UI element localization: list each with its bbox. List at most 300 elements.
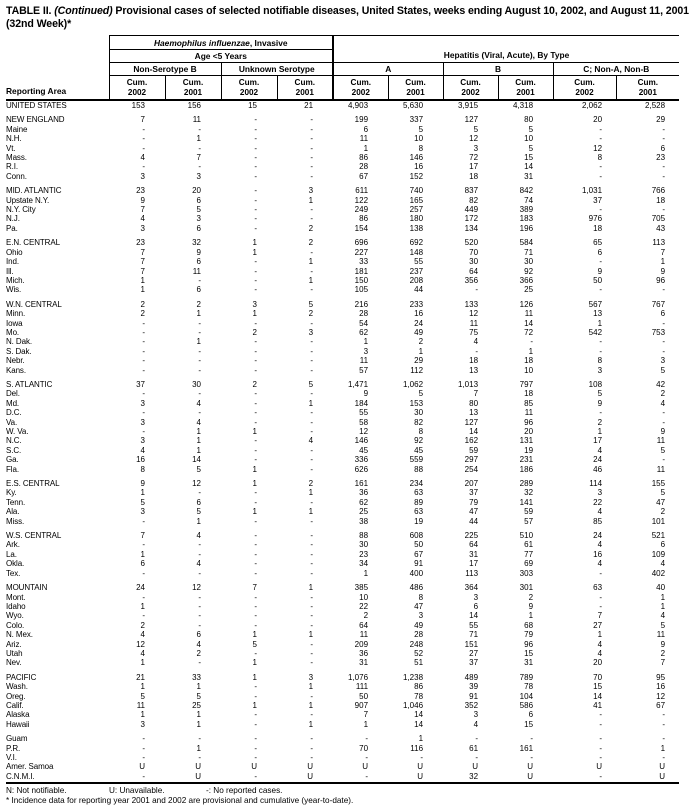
table-row [6,593,679,602]
value-cell: U [596,762,603,772]
reporting-area-cell: D.C. [6,408,22,418]
table-row [6,224,679,233]
value-cell: 95 [656,672,666,682]
value-cell: 7 [140,266,145,276]
value-cell: 3 [140,417,145,427]
table-row [6,418,679,427]
value-cell: 400 [409,568,424,578]
value-cell: 85 [524,398,534,408]
value-cell: 3 [418,611,424,621]
value-cell: 6 [597,247,603,257]
value-cell: 17 [469,559,479,569]
value-cell: 15 [524,648,534,658]
value-cell: 85 [593,516,603,526]
value-cell: 1 [252,700,257,710]
value-cell: 9 [660,266,666,276]
value-cell: - [254,531,257,541]
value-cell: 3 [196,171,201,181]
value-cell: 11 [656,464,666,474]
table-row [6,134,679,143]
value-cell: 5 [252,639,257,649]
value-cell: 3 [140,507,145,517]
col-header-cum-2001: Cum. 2001 [165,76,221,101]
reporting-area-cell: N. Mex. [6,630,33,640]
table-row [6,233,679,247]
value-cell: - [142,346,145,356]
value-cell: 2 [252,379,257,389]
value-cell: 4 [597,559,603,569]
value-cell: 96 [656,275,666,285]
value-cell: - [198,753,201,762]
value-cell: - [254,516,257,526]
value-cell: - [475,753,479,762]
footnote-legend [6,786,679,796]
value-cell: 4 [196,398,201,408]
value-cell: 11 [656,630,666,640]
value-cell: - [142,611,145,621]
table-row [6,649,679,658]
subgroup-hepatitis-a: A [333,63,443,76]
value-cell: - [198,408,201,418]
value-cell: 1 [308,682,314,692]
value-cell: 45 [359,445,369,455]
value-cell: 2 [140,620,145,630]
value-cell: - [310,134,314,144]
value-cell: - [310,601,314,611]
value-cell: 7 [363,710,369,720]
value-cell: 91 [414,559,424,569]
value-cell: - [254,488,257,498]
value-cell: 114 [589,479,603,489]
value-cell: 3 [363,346,369,356]
value-cell: 1 [252,479,257,489]
reporting-area-cell: UNITED STATES [6,101,67,110]
value-cell: - [310,346,314,356]
table-row [6,214,679,223]
value-cell: 72 [524,327,534,337]
value-cell: 1 [196,337,201,347]
value-cell: 9 [140,479,145,489]
value-cell: 101 [651,516,666,526]
value-cell: 24 [593,531,603,541]
value-cell: 5 [418,389,424,399]
value-cell: - [599,124,603,134]
value-cell: - [254,124,257,134]
value-cell: - [662,171,666,181]
table-row [6,517,679,526]
reporting-area-cell: N.H. [6,134,22,144]
value-cell: - [310,171,314,181]
value-cell: 3 [473,592,479,602]
reporting-area-cell: Ga. [6,455,19,465]
value-cell: 586 [519,700,534,710]
value-cell: U [388,772,443,783]
value-cell: 14 [593,691,603,701]
value-cell: 79 [524,630,534,640]
value-cell: - [254,691,257,701]
value-cell: 150 [354,275,369,285]
value-cell: 111 [355,682,369,692]
reporting-area-cell: Ark. [6,540,20,550]
value-cell: - [142,389,145,399]
value-cell: 2,062 [582,101,603,110]
value-cell: 4 [597,507,603,517]
value-cell: 3 [196,214,201,224]
value-cell: - [662,162,666,172]
value-cell: 753 [651,327,666,337]
value-cell: 1 [597,427,603,436]
table-row [6,710,679,719]
value-cell: - [198,162,201,172]
value-cell: 15 [524,719,534,729]
value-cell: - [254,134,257,144]
value-cell: - [254,337,257,347]
value-cell: 153 [409,398,424,408]
value-cell: 32 [524,488,534,498]
reporting-area-cell: N. Dak. [6,337,32,347]
value-cell: 6 [660,540,666,550]
value-cell: 1 [308,719,314,729]
table-row [6,172,679,181]
value-cell: - [662,134,666,144]
value-cell: 33 [359,257,369,267]
value-cell: 303 [519,568,534,578]
value-cell: 62 [359,497,369,507]
value-cell: 352 [464,700,479,710]
value-cell: 25 [524,285,534,295]
reporting-area-cell: Ohio [6,247,23,257]
value-cell: 3 [252,299,257,309]
value-cell: - [662,337,666,347]
table-row [6,366,679,375]
reporting-area-cell: E.N. CENTRAL [6,238,60,248]
table-row [6,196,679,205]
value-cell: 356 [464,275,479,285]
reporting-area-cell: Vt. [6,143,16,153]
value-cell: 10 [359,592,369,602]
value-cell: 14 [469,611,479,621]
value-cell: - [142,124,145,134]
value-cell: - [310,540,314,550]
value-cell: 4 [597,648,603,658]
value-cell: 86 [359,153,369,163]
value-cell: 165 [409,195,424,205]
value-cell: - [599,134,603,144]
value-cell: 11 [469,318,479,328]
value-cell: 1 [140,488,145,498]
value-cell: U [498,772,553,783]
value-cell: 7 [660,247,666,257]
value-cell: 12 [192,479,201,489]
value-cell: - [109,772,165,783]
value-cell: 1 [308,630,314,640]
value-cell: 4,903 [348,101,369,110]
value-cell: - [142,753,145,762]
value-cell: 44 [414,285,424,295]
value-cell: - [599,285,603,295]
value-cell: - [662,753,666,762]
value-cell: 4 [196,417,201,427]
value-cell: 907 [354,700,369,710]
value-cell: - [475,734,479,744]
value-cell: 1 [252,247,257,257]
reporting-area-cell: E.S. CENTRAL [6,479,60,489]
value-cell: - [599,734,603,744]
value-cell: 227 [354,247,369,257]
value-cell: - [254,153,257,163]
value-cell: 1 [140,275,145,285]
value-cell: - [310,445,314,455]
reporting-area-cell: Kans. [6,365,26,375]
value-cell: 109 [651,549,666,559]
reporting-area-cell: V.I. [6,753,17,762]
table-row [6,319,679,328]
value-cell: 2 [140,299,145,309]
value-cell: 28 [359,162,369,172]
value-cell: 521 [651,531,666,541]
reporting-area-cell: La. [6,549,17,559]
table-row [6,630,679,639]
value-cell: 30 [414,408,424,418]
value-cell: - [365,753,369,762]
value-cell: 3 [308,186,314,196]
value-cell: - [198,356,201,366]
value-cell: 24 [136,583,145,593]
value-cell: - [254,398,257,408]
value-cell: 2 [308,309,314,319]
value-cell: 59 [469,445,479,455]
value-cell: 162 [464,436,479,446]
col-header-cum-2002: Cum. 2002 [109,76,165,101]
value-cell: - [254,497,257,507]
value-cell: 766 [651,186,666,196]
table-row [6,498,679,507]
value-cell: 8 [140,464,145,474]
value-cell: - [254,275,257,285]
value-cell: 45 [414,445,424,455]
subgroup-non-serotype-b: Non-Serotype B [109,63,221,76]
value-cell: - [254,143,257,153]
reporting-area-cell: N.J. [6,214,20,224]
value-cell: 234 [409,479,424,489]
value-cell: 50 [593,275,603,285]
value-cell: - [662,408,666,418]
value-cell: 2 [597,417,603,427]
table-row [6,474,679,488]
value-cell: - [198,568,201,578]
value-cell: 47 [414,601,424,611]
value-cell: - [310,568,314,578]
value-cell: 1,062 [403,379,424,389]
table-body [6,100,679,783]
value-cell: - [198,318,201,328]
value-cell: 71 [469,630,479,640]
table-row [6,772,679,783]
value-cell: 626 [354,464,369,474]
value-cell: 1 [196,309,201,319]
value-cell: 24 [414,318,424,328]
value-cell: 29 [656,115,666,125]
value-cell: 6 [660,143,666,153]
value-cell: 2 [308,238,314,248]
value-cell: 3 [140,398,145,408]
value-cell: 6 [528,710,534,720]
value-cell: 108 [588,379,603,389]
value-cell: - [254,648,257,658]
value-cell: 5 [308,379,314,389]
value-cell: 8 [418,592,424,602]
value-cell: 231 [519,455,534,465]
reporting-area-cell: Tex. [6,568,21,578]
reporting-area-cell: NEW ENGLAND [6,115,65,125]
value-cell: - [310,753,314,762]
value-cell: 1 [308,398,314,408]
value-cell: 1,046 [403,700,424,710]
table-row [6,267,679,276]
value-cell: 1 [252,238,257,248]
value-cell: 9 [660,427,666,436]
value-cell: 13 [469,365,479,375]
value-cell: 67 [414,549,424,559]
value-cell: 1 [252,630,257,640]
value-cell: 43 [656,223,666,233]
value-cell: 131 [519,436,534,446]
value-cell: 4 [196,559,201,569]
legend-unavailable: U: Unavailable. [109,786,165,796]
value-cell: 402 [651,568,666,578]
value-cell: 50 [414,540,424,550]
value-cell: 15 [248,101,257,110]
value-cell: 30 [469,257,479,267]
value-cell: - [254,743,257,753]
value-cell: 520 [464,238,479,248]
value-cell: U [616,772,679,783]
value-cell: 10 [524,365,534,375]
value-cell: 696 [354,238,369,248]
value-cell: 18 [469,171,479,181]
value-cell: - [310,559,314,569]
value-cell: 2 [140,309,145,319]
value-cell: 1 [660,257,666,267]
value-cell: U [277,772,333,783]
value-cell: 112 [410,365,424,375]
value-cell: 4 [140,153,145,163]
reporting-area-cell: Upstate N.Y. [6,195,50,205]
value-cell: 2 [196,299,201,309]
value-cell: 134 [464,223,479,233]
value-cell: 3 [597,488,603,498]
value-cell: - [310,214,314,224]
subgroup-hepatitis-b: B [443,63,553,76]
value-cell: - [142,743,145,753]
value-cell: 18 [524,356,534,366]
value-cell: - [142,143,145,153]
reporting-area-cell: S.C. [6,445,22,455]
value-cell: - [142,318,145,328]
reporting-area-cell: Pa. [6,223,18,233]
value-cell: 116 [410,743,424,753]
value-cell: - [599,592,603,602]
value-cell: 74 [524,195,534,205]
value-cell: 57 [359,365,369,375]
value-cell: 63 [593,583,603,593]
value-cell: 1 [252,672,257,682]
value-cell: 12 [656,691,666,701]
value-cell: 1 [252,309,257,319]
value-cell: 20 [192,186,201,196]
reporting-area-cell: P.R. [6,743,21,753]
value-cell: 22 [359,601,369,611]
value-cell: 196 [519,223,534,233]
table-row [6,144,679,153]
value-cell: - [310,205,314,215]
table-row [6,285,679,294]
value-cell: 62 [359,327,369,337]
value-cell: - [142,568,145,578]
reporting-area-cell: Wyo. [6,611,24,621]
value-cell: 55 [469,620,479,630]
hinfluenzae-group-header: Haemophilus influenzae, Invasive [109,36,333,50]
value-cell: 67 [359,171,369,181]
value-cell: 12 [469,134,479,144]
value-cell: 1 [528,346,534,356]
value-cell: - [530,734,534,744]
value-cell: - [198,275,201,285]
value-cell: - [254,171,257,181]
value-cell: 3 [140,436,145,446]
value-cell: 82 [414,417,424,427]
reporting-area-cell: Minn. [6,309,26,319]
table-row [6,181,679,195]
value-cell: - [599,205,603,215]
value-cell: 1,013 [458,379,479,389]
table-row [6,753,679,762]
value-cell: - [142,516,145,526]
reporting-area-cell: Conn. [6,171,27,181]
value-cell: 5 [473,124,479,134]
reporting-area-cell: Utah [6,648,23,658]
value-cell: 1 [196,710,201,720]
reporting-area-cell: W.S. CENTRAL [6,531,62,541]
value-cell: 6 [196,497,201,507]
value-cell: - [198,346,201,356]
value-cell: 28 [414,630,424,640]
reporting-area-cell: R.I. [6,162,19,172]
reporting-area-cell: Maine [6,124,28,134]
value-cell: 301 [519,583,534,593]
value-cell: 486 [409,583,424,593]
value-cell: - [310,318,314,328]
col-header-cum-2002: Cum. 2002 [553,76,616,101]
value-cell: 31 [524,658,534,668]
value-cell: - [198,143,201,153]
value-cell: - [310,427,314,436]
value-cell: 4 [308,436,314,446]
value-cell: 4 [196,531,201,541]
value-cell: 1 [140,658,145,668]
value-cell: 1 [252,427,257,436]
value-cell: - [310,285,314,295]
value-cell: - [254,346,257,356]
reporting-area-cell: Ariz. [6,639,22,649]
value-cell: - [142,734,145,744]
value-cell: - [142,365,145,375]
value-cell: 77 [524,549,534,559]
value-cell: 154 [354,223,369,233]
value-cell: 10 [524,134,534,144]
value-cell: 5 [140,497,145,507]
value-cell: 16 [593,549,603,559]
